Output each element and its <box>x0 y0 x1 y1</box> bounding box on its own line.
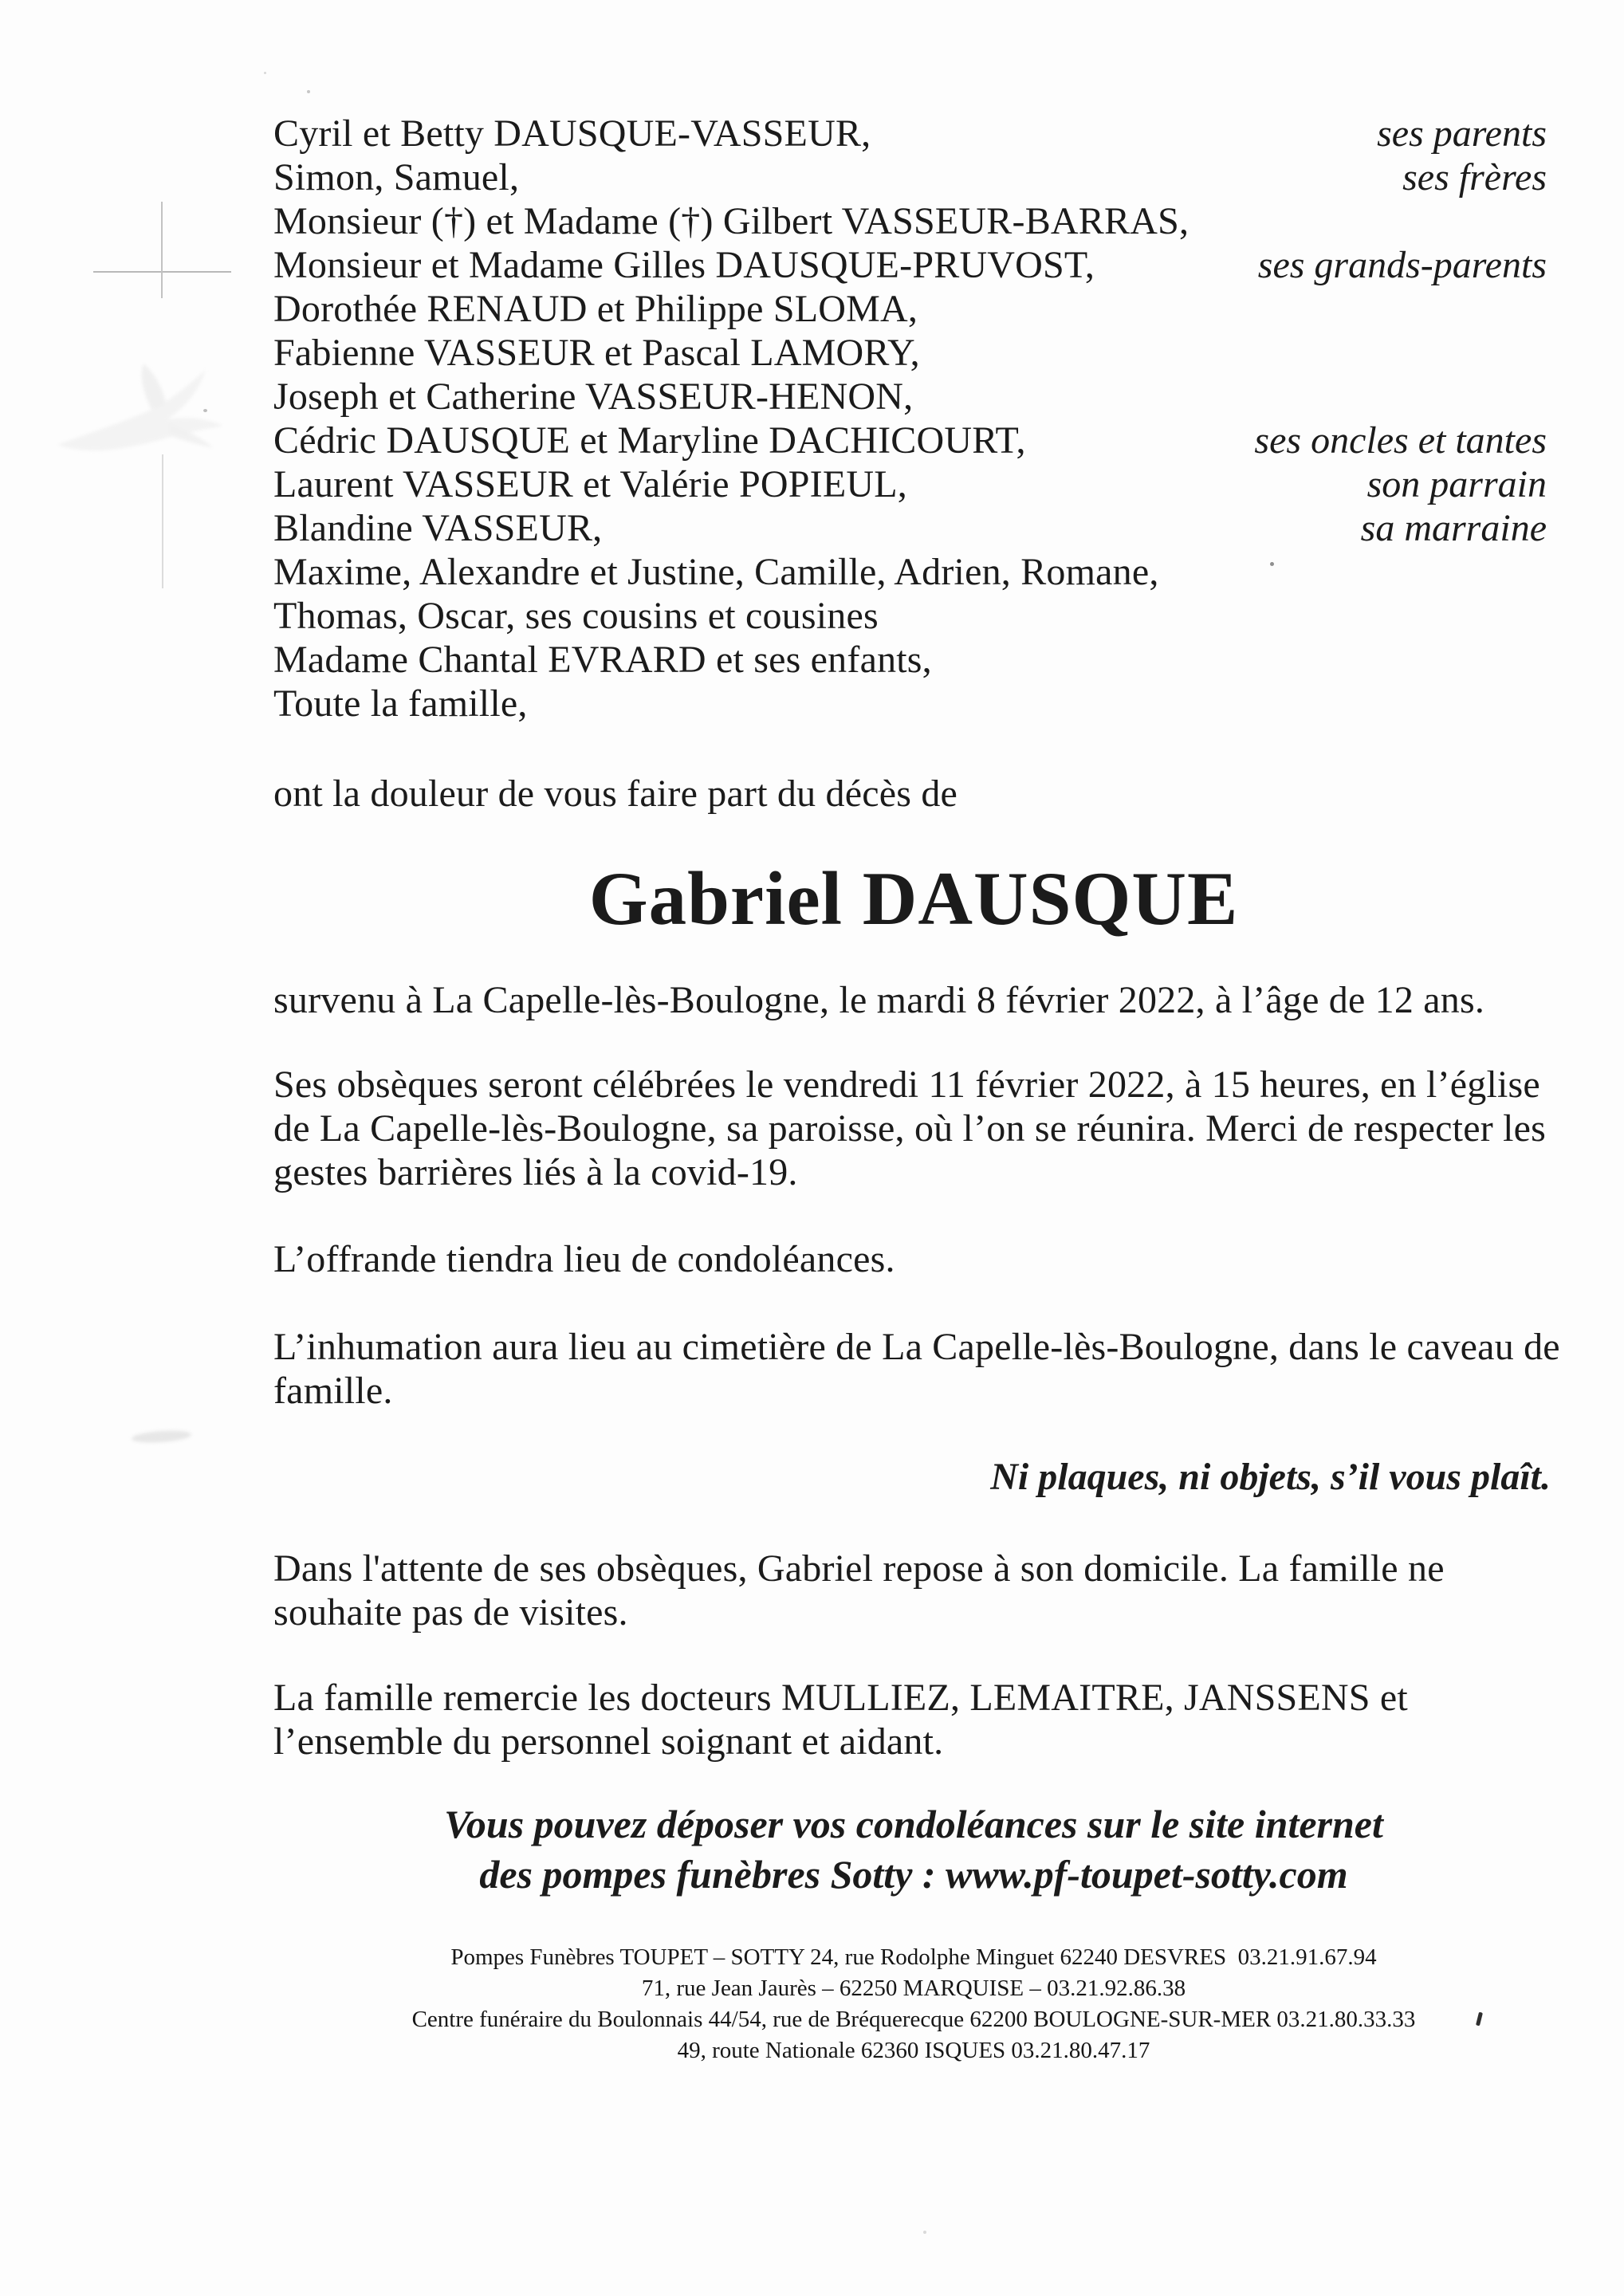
announcement-intro: ont la douleur de vous faire part du décès de <box>273 773 958 815</box>
family-member-names: Thomas, Oscar, ses cousins et cousines <box>273 595 879 637</box>
funeral-home-address-line: 49, route Nationale 62360 ISQUES 03.21.80.47.17 <box>677 2038 1150 2063</box>
family-member-names: Monsieur (†) et Madame (†) Gilbert VASSEUR-BARRAS, <box>273 200 1189 242</box>
family-member-names: Madame Chantal EVRARD et ses enfants, <box>273 639 932 681</box>
relation-label: sa marraine <box>1360 507 1547 549</box>
online-condolences-note <box>203 1799 1624 1900</box>
family-member-names: Simon, Samuel, <box>273 156 520 199</box>
family-row <box>273 419 1547 462</box>
family-member-names: Dorothée RENAUD et Philippe SLOMA, <box>273 288 918 330</box>
family-member-names: Toute la famille, <box>273 682 528 725</box>
family-member-names: Joseph et Catherine VASSEUR-HENON, <box>273 375 914 418</box>
scan-speck <box>203 409 207 412</box>
paragraph-line: l’ensemble du personnel soignant et aidant. <box>273 1720 944 1763</box>
family-row <box>273 682 1547 725</box>
funeral-home-address-line: Pompes Funèbres TOUPET – SOTTY 24, rue Rodolphe Minguet 62240 DESVRES 03.21.91.67.94 <box>450 1944 1377 1970</box>
offering-line: L’offrande tiendra lieu de condoléances. <box>273 1238 895 1280</box>
family-row <box>273 594 1547 638</box>
condolences-website-line: des pompes funèbres Sotty : www.pf-toupet-sotty.com <box>479 1852 1348 1897</box>
scan-speck <box>307 90 310 93</box>
paragraph-line: souhaite pas de visites. <box>273 1591 628 1634</box>
paragraph-line: Dans l'attente de ses obsèques, Gabriel repose à son domicile. La famille ne <box>273 1547 1445 1590</box>
thanks-paragraph <box>273 1676 1408 1763</box>
paragraph-line: Ses obsèques seront célébrées le vendredi 11 février 2022, à 15 heures, en l’église <box>273 1063 1540 1106</box>
family-row <box>273 331 1547 375</box>
funeral-home-address-line: Centre funéraire du Boulonnais 44/54, rue de Bréquerecque 62200 BOULOGNE-SUR-MER 03.21.80.33.33 <box>411 2007 1416 2032</box>
relation-label: ses grands-parents <box>1257 244 1547 286</box>
funeral-home-address-line: 71, rue Jean Jaurès – 62250 MARQUISE – 03.21.92.86.38 <box>641 1976 1186 2001</box>
watermark-string-line <box>162 454 163 588</box>
funeral-paragraph <box>273 1063 1546 1194</box>
family-row <box>273 155 1547 199</box>
paragraph-line: de La Capelle-lès-Boulogne, sa paroisse, où l’on se réunira. Merci de respecter les <box>273 1107 1547 1150</box>
family-row <box>273 506 1547 550</box>
family-row <box>273 243 1547 287</box>
family-row <box>273 287 1547 331</box>
relation-label: ses frères <box>1402 156 1547 199</box>
funeral-home-footer <box>203 1942 1624 2066</box>
scan-speck <box>264 72 266 74</box>
family-row <box>273 375 1547 419</box>
paragraph-line: L’inhumation aura lieu au cimetière de La Capelle-lès-Boulogne, dans le caveau de <box>273 1326 1560 1368</box>
family-row <box>273 462 1547 506</box>
scan-speck <box>923 2231 926 2234</box>
family-list <box>273 112 1547 725</box>
relation-label: ses parents <box>1377 112 1547 155</box>
relation-label: son parrain <box>1366 463 1547 505</box>
family-row <box>273 112 1547 155</box>
relation-label: ses oncles et tantes <box>1254 419 1547 462</box>
family-member-names: Blandine VASSEUR, <box>273 507 603 549</box>
paragraph-line: famille. <box>273 1370 393 1412</box>
registration-cross-vertical-line <box>161 202 163 298</box>
condolences-line: Vous pouvez déposer vos condoléances sur le site internet <box>444 1802 1383 1846</box>
family-row <box>273 199 1547 243</box>
paragraph-line: La famille remercie les docteurs MULLIEZ, LEMAITRE, JANSSENS et <box>273 1677 1408 1719</box>
visitation-paragraph <box>273 1547 1445 1634</box>
family-member-names: Maxime, Alexandre et Justine, Camille, Adrien, Romane, <box>273 551 1159 593</box>
paragraph-line: gestes barrières liés à la covid-19. <box>273 1151 798 1193</box>
family-row <box>273 638 1547 682</box>
family-member-names: Fabienne VASSEUR et Pascal LAMORY, <box>273 332 920 374</box>
deceased-name-title: Gabriel DAUSQUE <box>588 856 1239 941</box>
no-plaques-notice: Ni plaques, ni objets, s’il vous plaît. <box>990 1456 1551 1498</box>
family-member-names: Cédric DAUSQUE et Maryline DACHICOURT, <box>273 419 1026 462</box>
family-member-names: Monsieur et Madame Gilles DAUSQUE-PRUVOST, <box>273 244 1095 286</box>
family-member-names: Cyril et Betty DAUSQUE-VASSEUR, <box>273 112 871 155</box>
family-row <box>273 550 1547 594</box>
dove-watermark-icon <box>49 359 249 490</box>
death-details-line: survenu à La Capelle-lès-Boulogne, le mardi 8 février 2022, à l’âge de 12 ans. <box>273 979 1485 1021</box>
scan-smudge <box>132 1429 192 1444</box>
burial-paragraph <box>273 1325 1560 1413</box>
family-member-names: Laurent VASSEUR et Valérie POPIEUL, <box>273 463 907 505</box>
